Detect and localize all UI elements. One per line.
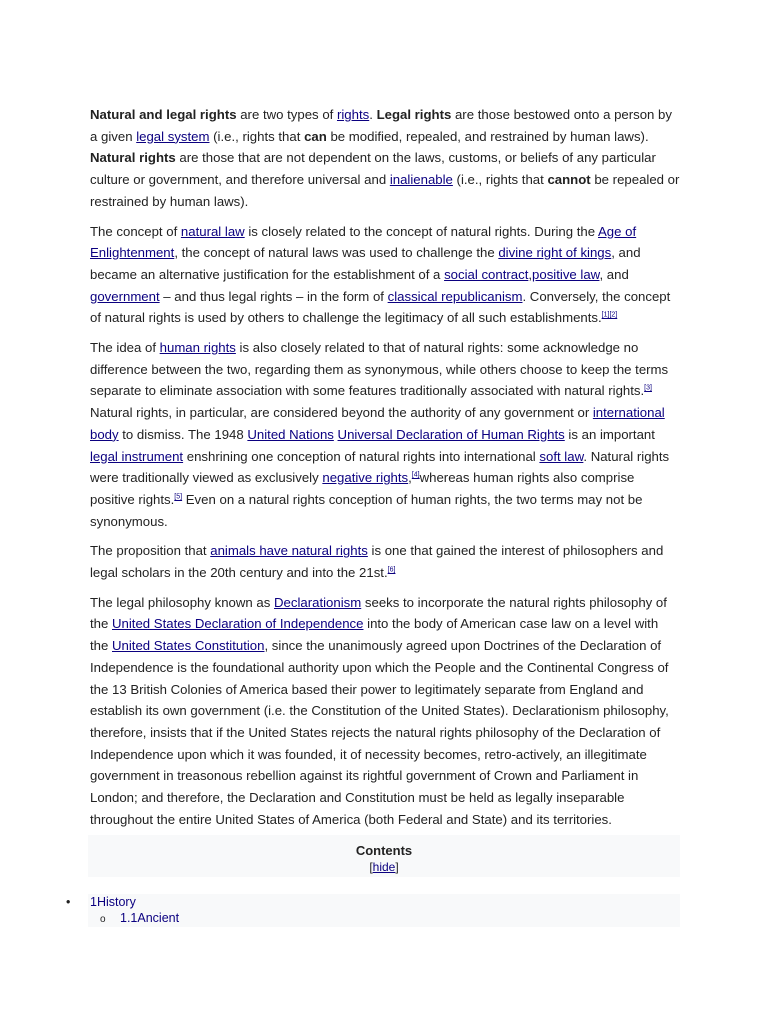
link-rights[interactable]: rights xyxy=(336,107,370,122)
link-negative-rights[interactable]: negative rights xyxy=(322,470,409,486)
citation-ref[interactable]: [6] xyxy=(387,566,396,574)
link-animal-rights[interactable]: animals have natural rights xyxy=(210,543,368,559)
link-soft-law[interactable]: soft law xyxy=(539,448,584,464)
link-classical-republicanism[interactable]: classical republicanism xyxy=(387,288,523,304)
link-declarationism[interactable]: Declarationism xyxy=(274,594,362,610)
link-us-constitution[interactable]: United States Constitution xyxy=(112,638,265,654)
link-divine-right-of-kings[interactable]: divine right of kings xyxy=(498,245,612,261)
link-international-body[interactable]: international body xyxy=(90,405,665,442)
link-age-of-enlightenment[interactable]: Age of Enlightenment xyxy=(90,223,637,261)
toc-item-history[interactable]: • 1History xyxy=(66,895,136,909)
link-social-contract[interactable]: social contract xyxy=(444,266,529,282)
toc-toggle: [hide] xyxy=(369,860,399,874)
paragraph-declarationism: The legal philosophy known as Declarationism seeks to incorporate the natural rights philosophy of the United States Declaration of Independence into the body of American case law on a level with the United States Constitution, since the unanimously agreed upon Doctrines of the Declaration of Independence is the foundational authority upon which the People and the Continental Congress of the 13 British Colonies of America based their power to legitimately separate from England and establish its own government (i.e. the Constitution of the United States). Declarationism philosophy, therefore, insists that if the United States rejects the natural rights philosophy of the Declaration of Independence upon which it was founded, it of necessity becomes, retro-actively, an illegitimate government in treasonous rebellion against its rightful government of Crown and Parliament in London; and therefore, the Declaration and Constitution must be held as legally inseparable throughout the entire United States of America (both Federal and State) and its territories. xyxy=(90,594,669,827)
toc-header xyxy=(88,835,680,877)
bold-term: cannot xyxy=(547,172,591,188)
citation-ref[interactable]: [3] xyxy=(644,385,652,393)
citation-ref[interactable]: [5] xyxy=(174,493,183,501)
toc-hide-link[interactable]: hide xyxy=(372,860,396,874)
link-legal-instrument[interactable]: legal instrument xyxy=(90,448,184,464)
paragraph-human-rights: The idea of human rights is also closely related to that of natural rights: some acknowledge no difference between the two, regarding them as synonymous, while others choose to keep the terms separate to eliminate association with some features traditionally associated with natural rights.[3] Natural rights, in particular, are considered beyond the authority of any government or international body to dismiss. The 1948 United Nations Universal Declaration of Human Rights is an important legal instrument enshrining one conception of natural rights into international soft law. Natural rights were traditionally viewed as exclusively negative rights,[4]whereas human rights also comprise positive rights.[5] Even on a natural rights conception of human rights, the two terms may not be synonymous. xyxy=(90,340,670,529)
link-natural-law[interactable]: natural law xyxy=(180,223,245,239)
link-united-nations[interactable]: United Nations xyxy=(247,426,334,442)
link-legal-system[interactable]: legal system xyxy=(136,128,210,144)
paragraph-intro: Natural and legal rights are two types of rights. Legal rights are those bestowed onto a person by a given legal system (i.e., rights that can be modified, repealed, and restrained by human laws). Natural rights are those that are not dependent on the laws, customs, or beliefs of any particular culture or government, and therefore universal and inalienable (i.e., rights that cannot be repealed or restrained by human laws). xyxy=(90,107,680,209)
link-human-rights[interactable]: human rights xyxy=(159,340,236,356)
bold-term: can xyxy=(304,128,327,144)
link-declaration-of-independence[interactable]: United States Declaration of Independence xyxy=(112,616,364,632)
bold-term: Natural rights xyxy=(90,150,176,166)
link-inalienable[interactable]: inalienable xyxy=(389,172,453,188)
toc-title: Contents xyxy=(355,843,413,858)
toc-item-ancient[interactable]: o 1.1Ancient xyxy=(100,911,180,925)
link-government[interactable]: government xyxy=(90,288,160,304)
bold-term: Legal rights xyxy=(376,107,452,122)
citation-ref[interactable]: [4] xyxy=(411,471,420,479)
paragraph-animal-rights: The proposition that animals have natural rights is one that gained the interest of philosophers and legal scholars in the 20th century and into the 21st.[6] xyxy=(90,543,664,581)
toc-list xyxy=(66,894,680,927)
bullet-icon: • xyxy=(66,895,71,909)
bold-term: Natural and legal rights xyxy=(90,107,237,122)
bullet-icon: o xyxy=(100,914,106,925)
citation-ref[interactable]: [1][2] xyxy=(601,311,618,319)
link-udhr[interactable]: Universal Declaration of Human Rights xyxy=(337,426,565,442)
paragraph-natural-law: The concept of natural law is closely related to the concept of natural rights. During the Age of Enlightenment, the concept of natural laws was used to challenge the divine right of kings, and became an alternative justification for the establishment of a social contract,positive law, and government – and thus legal rights – in the form of classical republicanism. Conversely, the concept of natural rights is used by others to challenge the legitimacy of all such establishments.[1][2] xyxy=(90,223,671,326)
link-positive-law[interactable]: positive law xyxy=(532,266,600,282)
article-body xyxy=(90,104,680,839)
